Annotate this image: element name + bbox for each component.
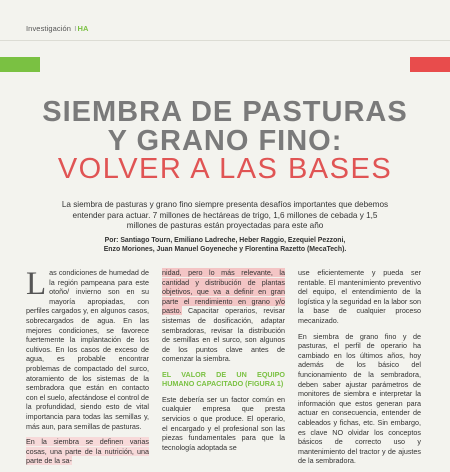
section-heading: EL VALOR DE UN EQUIPO HUMANO CAPACITADO (FIGURA 1) (162, 369, 285, 389)
article-title-line2: Y GRANO FINO: (107, 125, 343, 157)
column-3-paragraph-1: use eficientemente y pueda ser rentable. El mantenimiento preventivo del equipo, el entendimiento de la logística y la seguridad en la labor son la base de cualquier proceso mecanizado. (298, 268, 421, 325)
page-header (0, 0, 450, 56)
section-label (26, 24, 89, 33)
column-2-paragraph-1-text: Capacitar operarios, revisar sistemas de dosificación, adaptar sembradoras, revisar la distribución de semillas en el surco, son algunos de los puntos clave antes de comenzar la siembra. (162, 306, 285, 364)
section-separator: I (74, 24, 77, 33)
red-accent-bar (410, 57, 450, 72)
column-2-paragraph-1 (162, 268, 285, 364)
column-2-highlight-text: nidad, pero lo más relevante, la cantidad y distribución de plantas objetivos, que va a definir en gran parte el rendimiento en grano y/o pasto. (162, 268, 285, 316)
drop-cap: L (26, 266, 47, 302)
article-authors (58, 236, 392, 254)
article-subtitle: VOLVER A LAS BASES (57, 153, 393, 185)
authors-line1: Por: Santiago Tourn, Emiliano Ladreche, Heber Raggio, Ezequiel Pezzoni, (104, 237, 346, 244)
article-column-2 (162, 268, 285, 458)
column-1-paragraph-1-text: as condiciones de humedad de la región pampeana para este otoño/ invierno son en su mayoría apropiadas, con perfiles cargados y, en algunos casos, sobrecargados de agua. En las mejores condiciones, se favorece fuertemente la implantación de los cultivos. En los casos de exceso de agua, es probable encontrar problemas de compactado del surco, atoramiento de los sistemas de la sembradora que están en contacto con el suelo, afectándose el control de la profundidad, siendo esto de vital importancia para todas las semillas y, más aun, para semillas de pasturas. (26, 268, 149, 431)
article-column-1 (26, 268, 149, 472)
article-title-line1: SIEMBRA DE PASTURAS (42, 96, 408, 128)
green-accent-bar (0, 57, 40, 72)
section-name: Investigación (26, 24, 72, 33)
section-tag: HA (77, 24, 89, 33)
header-divider (0, 40, 450, 41)
column-3-paragraph-2: En siembra de grano fino y de pasturas, el perfil de operario ha cambiado en los últimos años, hoy además de los básico del funcionamiento de la sembradora, deben saber ajustar parámetros de monitores de siembra e interpretar la información que estos generan para actuar en consecuencia, entender de cableados y fichas, etc. Sin embargo, es clave NO olvidar los conceptos básicos de correcto uso y mantenimiento del tractor y de ajustes de la sembradora. (298, 331, 421, 466)
article-lead: La siembra de pasturas y grano fino siempre presenta desafíos importantes que debemos entender para actuar. 7 millones de hectáreas de trigo, 1,6 millones de cebada y 1,5 millones de pasturas están proyectadas para este año (61, 200, 389, 231)
authors-line2: Enzo Moriones, Juan Manuel Goyeneche y Florentina Razetto (MecaTech). (103, 246, 347, 253)
column-2-paragraph-2: Este debería ser un factor común en cualquier empresa que presta servicios o que produce. El operario, el encargado y el profesional son las piezas fundamentales para que la tecnología adoptada se (162, 394, 285, 452)
column-1-paragraph-2 (26, 437, 149, 466)
article-column-3 (298, 268, 421, 472)
column-1-highlight-text: En la siembra se definen varias cosas, una parte de la nutrición, una parte de la sa- (26, 437, 149, 466)
column-1-paragraph-1 (26, 268, 149, 431)
